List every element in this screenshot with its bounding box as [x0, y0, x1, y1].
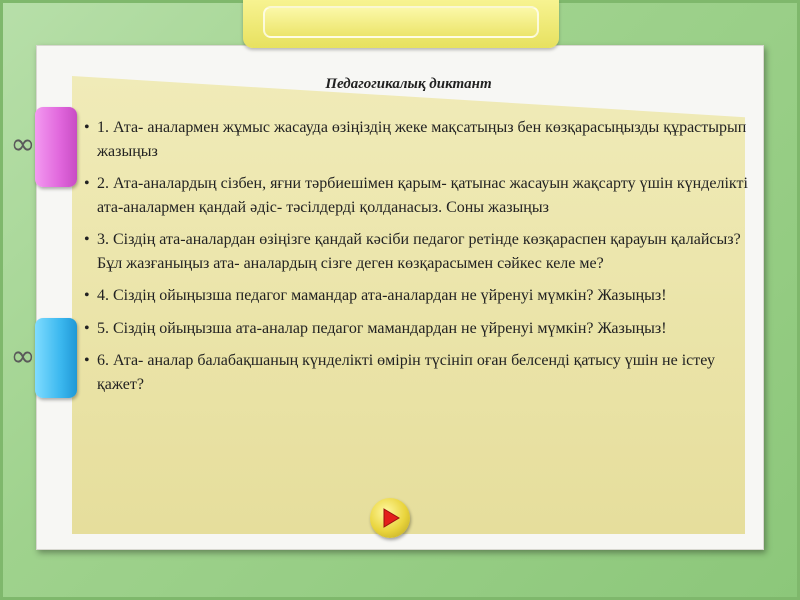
- list-item: [84, 172, 752, 219]
- paperclip-icon: ∞: [10, 339, 36, 374]
- bullet: •: [84, 352, 90, 369]
- list-item-text: 2. Ата-аналардың сізбен, яғни тәрбиешімен қарым- қатынас жасауын жақсарту үшін күнделікті ата-аналармен қандай әдіс- тәсілдерді қолданасыз. Соны жазыңыз: [97, 175, 748, 216]
- list-item-text: 3. Сіздің ата-аналардан өзіңізге қандай кәсіби педагог ретінде көзқараспен қарауын қалайсыз? Бұл жазғаныңыз ата- аналардың сізге деген көзқарасымен сәйкес келе ме?: [97, 231, 741, 272]
- dictation-list: [84, 116, 752, 405]
- page-title: Педагогикалық диктант: [325, 76, 492, 92]
- bullet: •: [84, 231, 90, 248]
- play-arrow-icon: [378, 506, 402, 530]
- pink-side-tab: [35, 107, 77, 187]
- list-item-text: 5. Сіздің ойыңызша ата-аналар педагог мамандардан не үйренуі мүмкін? Жазыңыз!: [97, 319, 667, 337]
- bullet: •: [84, 287, 90, 304]
- list-item: [84, 349, 752, 396]
- paperclip-icon: ∞: [10, 127, 36, 162]
- top-yellow-tab-inner: [263, 6, 539, 38]
- bullet: •: [84, 119, 90, 136]
- list-item-text: 4. Сіздің ойыңызша педагог мамандар ата-аналардан не үйренуі мүмкін? Жазыңыз!: [97, 287, 667, 304]
- list-item: [84, 228, 752, 275]
- bullet: •: [84, 175, 90, 192]
- list-item: [84, 116, 752, 163]
- blue-side-tab: [35, 318, 77, 398]
- next-slide-button[interactable]: [370, 498, 410, 538]
- top-yellow-tab: [243, 0, 559, 48]
- list-item-text: 1. Ата- аналармен жұмыс жасауда өзіңіздің жеке мақсатыңыз бен көзқарасыңызды құрастырып жазыңыз: [97, 119, 747, 160]
- bullet: •: [84, 319, 90, 337]
- list-item: [84, 317, 752, 341]
- list-item: [84, 284, 752, 308]
- list-item-text: 6. Ата- аналар балабақшаның күнделікті өмірін түсініп оған белсенді қатысу үшін не істеу қажет?: [97, 352, 715, 393]
